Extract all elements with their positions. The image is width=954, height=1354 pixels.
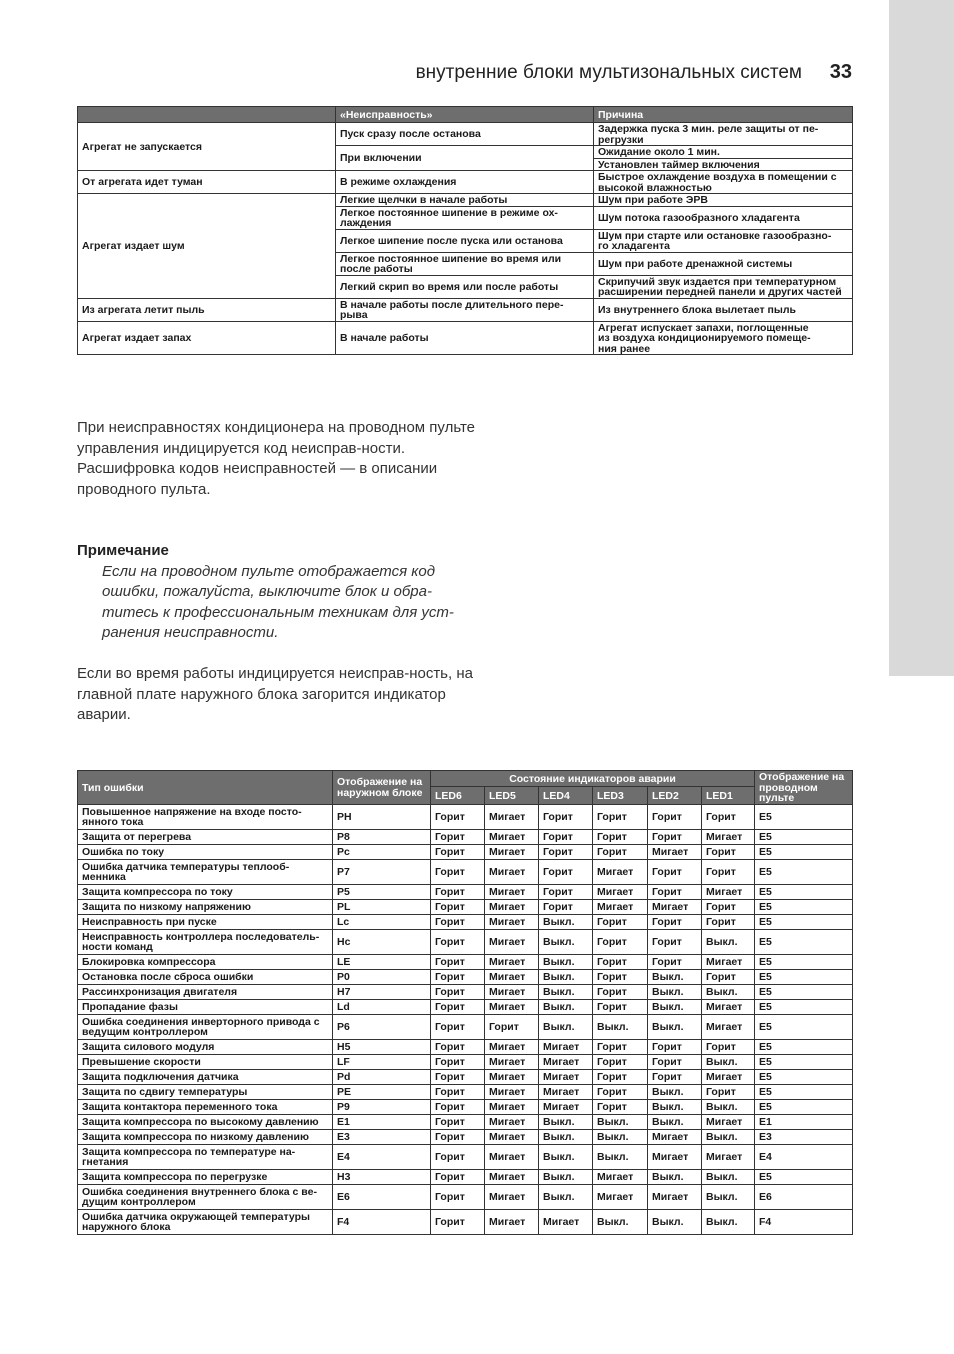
led5-state-cell: Мигает [485, 1099, 539, 1114]
cause-cell: Из внутреннего блока вылетает пыль [594, 298, 853, 321]
led2-state-cell: Мигает [648, 844, 702, 859]
led6-state-cell: Горит [431, 899, 485, 914]
led4-state-cell: Горит [539, 844, 593, 859]
led4-state-cell: Выкл. [539, 984, 593, 999]
led4-state-cell: Мигает [539, 1054, 593, 1069]
outdoor-code-cell: PE [333, 1084, 431, 1099]
led4-state-cell: Горит [539, 859, 593, 884]
wired-code-cell: E5 [755, 844, 853, 859]
error-type-cell: Пропадание фазы [78, 999, 333, 1014]
error-type-cell: Ошибка датчика окружающей температуры наружного блока [78, 1209, 333, 1234]
led5-state-cell: Мигает [485, 844, 539, 859]
led5-state-cell: Мигает [485, 984, 539, 999]
led1-state-cell: Мигает [702, 954, 755, 969]
wired-code-cell: E5 [755, 829, 853, 844]
outdoor-code-cell: H3 [333, 1169, 431, 1184]
led6-state-cell: Горит [431, 884, 485, 899]
led5-state-cell: Мигает [485, 954, 539, 969]
led5-state-cell: Мигает [485, 999, 539, 1014]
led5-state-cell: Мигает [485, 1184, 539, 1209]
led1-state-cell: Выкл. [702, 929, 755, 954]
error-type-cell: Защита контактора переменного тока [78, 1099, 333, 1114]
led1-state-cell: Выкл. [702, 1209, 755, 1234]
led3-state-cell: Горит [593, 1069, 648, 1084]
led3-state-cell: Горит [593, 1054, 648, 1069]
led6-state-cell: Горит [431, 1084, 485, 1099]
led2-state-cell: Горит [648, 914, 702, 929]
led4-state-cell: Мигает [539, 1099, 593, 1114]
led4-state-cell: Выкл. [539, 969, 593, 984]
wired-code-cell: E5 [755, 984, 853, 999]
led2-state-cell: Мигает [648, 899, 702, 914]
error-table-row [78, 1014, 853, 1039]
paragraph-error-codes [77, 418, 477, 500]
led4-state-cell: Мигает [539, 1084, 593, 1099]
page-header [380, 58, 852, 92]
led3-state-cell: Горит [593, 914, 648, 929]
fault-cell: Легкие щелчки в начале работы [336, 194, 594, 207]
outdoor-code-cell: LF [333, 1054, 431, 1069]
led1-state-cell: Мигает [702, 1014, 755, 1039]
header-error-type: Тип ошибки [78, 771, 333, 805]
cause-cell: Шум при работе дренажной системы [594, 252, 853, 275]
led6-state-cell: Горит [431, 844, 485, 859]
paragraph-text: Если во время работы индицируется неисправ-ность, на главной плате наружного блока загорится индикатор аварии. [77, 665, 473, 723]
led2-state-cell: Выкл. [648, 999, 702, 1014]
error-table-row [78, 1084, 853, 1099]
led5-state-cell: Мигает [485, 1129, 539, 1144]
error-type-cell: Ошибка по току [78, 844, 333, 859]
wired-code-cell: E5 [755, 884, 853, 899]
led2-state-cell: Горит [648, 829, 702, 844]
error-table-row [78, 1039, 853, 1054]
outdoor-code-cell: P7 [333, 859, 431, 884]
led6-state-cell: Горит [431, 1039, 485, 1054]
header-blank [78, 107, 336, 123]
outdoor-code-cell: H7 [333, 984, 431, 999]
symptom-cell: Агрегат издает шум [78, 194, 336, 299]
led3-state-cell: Выкл. [593, 1129, 648, 1144]
led6-state-cell: Горит [431, 1129, 485, 1144]
fault-cell: В режиме охлаждения [336, 171, 594, 194]
led5-state-cell: Мигает [485, 1169, 539, 1184]
led2-state-cell: Выкл. [648, 1209, 702, 1234]
error-table-header-row-1 [78, 771, 853, 787]
led4-state-cell: Выкл. [539, 1114, 593, 1129]
led2-state-cell: Горит [648, 859, 702, 884]
fault-cell: Легкое шипение после пуска или останова [336, 229, 594, 252]
led5-state-cell: Мигает [485, 1069, 539, 1084]
led1-state-cell: Выкл. [702, 1129, 755, 1144]
error-type-cell: Рассинхронизация двигателя [78, 984, 333, 999]
note-body: Если на проводном пульте отображается код ошибки, пожалуйста, выключите блок и обра-титесь к профессиональным техникам для уст-ранения неисправности. [102, 562, 454, 641]
led6-state-cell: Горит [431, 1099, 485, 1114]
led1-state-cell: Горит [702, 1084, 755, 1099]
led3-state-cell: Выкл. [593, 1144, 648, 1169]
error-type-cell: Защита компрессора по перегрузке [78, 1169, 333, 1184]
note-block [77, 541, 477, 644]
outdoor-code-cell: P5 [333, 884, 431, 899]
led6-state-cell: Горит [431, 984, 485, 999]
led4-state-cell: Выкл. [539, 929, 593, 954]
led4-state-cell: Выкл. [539, 999, 593, 1014]
error-table-row [78, 884, 853, 899]
outdoor-code-cell: E4 [333, 1144, 431, 1169]
led4-state-cell: Выкл. [539, 1169, 593, 1184]
led1-state-cell: Выкл. [702, 1184, 755, 1209]
led6-state-cell: Горит [431, 859, 485, 884]
led3-state-cell: Горит [593, 1099, 648, 1114]
error-table-row [78, 929, 853, 954]
led1-state-cell: Мигает [702, 884, 755, 899]
led6-state-cell: Горит [431, 804, 485, 829]
led1-state-cell: Выкл. [702, 984, 755, 999]
header-led2: LED2 [648, 787, 702, 805]
wired-code-cell: E5 [755, 914, 853, 929]
header-led1: LED1 [702, 787, 755, 805]
led6-state-cell: Горит [431, 1144, 485, 1169]
led4-state-cell: Горит [539, 899, 593, 914]
outdoor-code-cell: PH [333, 804, 431, 829]
led5-state-cell: Мигает [485, 1209, 539, 1234]
wired-code-cell: E1 [755, 1114, 853, 1129]
error-table-row [78, 829, 853, 844]
led6-state-cell: Горит [431, 1169, 485, 1184]
error-type-cell: Повышенное напряжение на входе посто- янного тока [78, 804, 333, 829]
wired-code-cell: E5 [755, 929, 853, 954]
cause-cell: Агрегат испускает запахи, поглощенные из воздуха кондиционируемого помеще- ния ранее [594, 321, 853, 355]
led3-state-cell: Горит [593, 984, 648, 999]
page-title: внутренние блоки мультизональных систем [415, 62, 802, 83]
led2-state-cell: Выкл. [648, 1014, 702, 1039]
wired-code-cell: E5 [755, 1084, 853, 1099]
wired-code-cell: E5 [755, 1014, 853, 1039]
header-led-group: Состояние индикаторов аварии [431, 771, 755, 787]
led2-state-cell: Мигает [648, 1144, 702, 1169]
wired-code-cell: E5 [755, 999, 853, 1014]
led5-state-cell: Мигает [485, 859, 539, 884]
led3-state-cell: Мигает [593, 1169, 648, 1184]
error-table-row [78, 859, 853, 884]
led4-state-cell: Выкл. [539, 954, 593, 969]
error-type-cell: Ошибка датчика температуры теплооб- менника [78, 859, 333, 884]
led3-state-cell: Выкл. [593, 1114, 648, 1129]
paragraph-text: При неисправностях кондиционера на проводном пульте управления индицируется код неисправ-ности. Расшифровка кодов неисправностей — в описании проводного пульта. [77, 419, 476, 498]
error-type-cell: Неисправность при пуске [78, 914, 333, 929]
led6-state-cell: Горит [431, 1184, 485, 1209]
outdoor-code-cell: Pc [333, 844, 431, 859]
cause-cell: Быстрое охлаждение воздуха в помещении с высокой влажностью [594, 171, 853, 194]
fault-cell: Легкое постоянное шипение во время или после работы [336, 252, 594, 275]
page-number: 33 [829, 61, 852, 83]
wired-code-cell: E6 [755, 1184, 853, 1209]
fault-table-row [78, 123, 853, 146]
wired-code-cell: E3 [755, 1129, 853, 1144]
led3-state-cell: Мигает [593, 859, 648, 884]
led5-state-cell: Мигает [485, 914, 539, 929]
outdoor-code-cell: P0 [333, 969, 431, 984]
wired-code-cell: E5 [755, 1099, 853, 1114]
led2-state-cell: Выкл. [648, 1169, 702, 1184]
led4-state-cell: Мигает [539, 1039, 593, 1054]
led3-state-cell: Горит [593, 1084, 648, 1099]
side-tab [889, 0, 954, 676]
led6-state-cell: Горит [431, 1054, 485, 1069]
wired-code-cell: E5 [755, 1039, 853, 1054]
outdoor-code-cell: LE [333, 954, 431, 969]
wired-code-cell: E5 [755, 859, 853, 884]
led5-state-cell: Мигает [485, 929, 539, 954]
led2-state-cell: Горит [648, 929, 702, 954]
outdoor-code-cell: PL [333, 899, 431, 914]
wired-code-cell: E5 [755, 954, 853, 969]
led6-state-cell: Горит [431, 999, 485, 1014]
led1-state-cell: Выкл. [702, 1169, 755, 1184]
error-table-row [78, 984, 853, 999]
error-type-cell: Защита компрессора по температуре на- гнетания [78, 1144, 333, 1169]
header-led3: LED3 [593, 787, 648, 805]
led2-state-cell: Горит [648, 804, 702, 829]
fault-table-row [78, 321, 853, 355]
led4-state-cell: Горит [539, 804, 593, 829]
led3-state-cell: Горит [593, 999, 648, 1014]
fault-cell: Легкое постоянное шипение в режиме ох- лаждения [336, 206, 594, 229]
error-table-row [78, 844, 853, 859]
led6-state-cell: Горит [431, 954, 485, 969]
header-outdoor-display: Отображение на наружном блоке [333, 771, 431, 805]
outdoor-code-cell: P9 [333, 1099, 431, 1114]
fault-cell: При включении [336, 146, 594, 171]
led2-state-cell: Горит [648, 1069, 702, 1084]
led2-state-cell: Мигает [648, 1129, 702, 1144]
error-table-row [78, 899, 853, 914]
led1-state-cell: Горит [702, 969, 755, 984]
led4-state-cell: Горит [539, 884, 593, 899]
led2-state-cell: Выкл. [648, 1099, 702, 1114]
error-table-row [78, 1144, 853, 1169]
led4-state-cell: Мигает [539, 1209, 593, 1234]
fault-table-row [78, 194, 853, 207]
wired-code-cell: E5 [755, 1169, 853, 1184]
error-type-cell: Ошибка соединения внутреннего блока с ве- дущим контроллером [78, 1184, 333, 1209]
led2-state-cell: Горит [648, 1039, 702, 1054]
fault-cell: Пуск сразу после останова [336, 123, 594, 146]
symptom-cell: Из агрегата летит пыль [78, 298, 336, 321]
error-table-row [78, 954, 853, 969]
outdoor-code-cell: Ld [333, 999, 431, 1014]
header-led5: LED5 [485, 787, 539, 805]
error-type-cell: Защита подключения датчика [78, 1069, 333, 1084]
led2-state-cell: Выкл. [648, 1084, 702, 1099]
fault-cell: В начале работы [336, 321, 594, 355]
led1-state-cell: Горит [702, 899, 755, 914]
error-table-row [78, 804, 853, 829]
error-type-cell: Остановка после сброса ошибки [78, 969, 333, 984]
led5-state-cell: Мигает [485, 1144, 539, 1169]
symptom-cell: От агрегата идет туман [78, 171, 336, 194]
led1-state-cell: Горит [702, 914, 755, 929]
outdoor-code-cell: P8 [333, 829, 431, 844]
outdoor-code-cell: E6 [333, 1184, 431, 1209]
led1-state-cell: Выкл. [702, 1099, 755, 1114]
led3-state-cell: Горит [593, 1039, 648, 1054]
error-type-cell: Ошибка соединения инверторного привода с ведущим контроллером [78, 1014, 333, 1039]
led6-state-cell: Горит [431, 829, 485, 844]
wired-code-cell: E5 [755, 1054, 853, 1069]
led4-state-cell: Выкл. [539, 914, 593, 929]
led6-state-cell: Горит [431, 929, 485, 954]
led4-state-cell: Выкл. [539, 1144, 593, 1169]
led3-state-cell: Горит [593, 844, 648, 859]
fault-cell: В начале работы после длительного пере- рыва [336, 298, 594, 321]
led3-state-cell: Горит [593, 954, 648, 969]
error-table-row [78, 1054, 853, 1069]
led2-state-cell: Горит [648, 954, 702, 969]
outdoor-code-cell: Hc [333, 929, 431, 954]
led1-state-cell: Горит [702, 804, 755, 829]
error-type-cell: Защита компрессора по току [78, 884, 333, 899]
led3-state-cell: Мигает [593, 1184, 648, 1209]
led1-state-cell: Мигает [702, 999, 755, 1014]
error-type-cell: Блокировка компрессора [78, 954, 333, 969]
error-table-row [78, 1114, 853, 1129]
paragraph-alarm-indicator [77, 664, 477, 726]
led6-state-cell: Горит [431, 1014, 485, 1039]
led1-state-cell: Мигает [702, 829, 755, 844]
outdoor-code-cell: H5 [333, 1039, 431, 1054]
led2-state-cell: Выкл. [648, 969, 702, 984]
wired-code-cell: E5 [755, 899, 853, 914]
symptom-cell: Агрегат издает запах [78, 321, 336, 355]
led5-state-cell: Мигает [485, 804, 539, 829]
led1-state-cell: Горит [702, 1039, 755, 1054]
error-table-row [78, 1099, 853, 1114]
error-type-cell: Защита по низкому напряжению [78, 899, 333, 914]
error-type-cell: Защита по сдвигу температуры [78, 1084, 333, 1099]
led5-state-cell: Мигает [485, 1114, 539, 1129]
led2-state-cell: Выкл. [648, 984, 702, 999]
fault-table-header [78, 107, 853, 123]
error-table-row [78, 969, 853, 984]
led3-state-cell: Мигает [593, 884, 648, 899]
led3-state-cell: Выкл. [593, 1209, 648, 1234]
led3-state-cell: Выкл. [593, 1014, 648, 1039]
cause-cell: Шум потока газообразного хладагента [594, 206, 853, 229]
error-table-row [78, 1169, 853, 1184]
wired-code-cell: F4 [755, 1209, 853, 1234]
fault-table-row [78, 171, 853, 194]
led1-state-cell: Горит [702, 859, 755, 884]
symptom-cell: Агрегат не запускается [78, 123, 336, 171]
led5-state-cell: Мигает [485, 899, 539, 914]
led4-state-cell: Мигает [539, 1069, 593, 1084]
header-wired-display: Отображение на проводном пульте [755, 771, 853, 805]
error-table-row [78, 1129, 853, 1144]
wired-code-cell: E5 [755, 969, 853, 984]
fault-table-row [78, 298, 853, 321]
led1-state-cell: Мигает [702, 1114, 755, 1129]
led4-state-cell: Выкл. [539, 1129, 593, 1144]
led5-state-cell: Мигает [485, 829, 539, 844]
led1-state-cell: Горит [702, 844, 755, 859]
led5-state-cell: Мигает [485, 1054, 539, 1069]
error-type-cell: Защита компрессора по высокому давлению [78, 1114, 333, 1129]
led2-state-cell: Горит [648, 1054, 702, 1069]
outdoor-code-cell: E3 [333, 1129, 431, 1144]
cause-cell: Установлен таймер включения [594, 158, 853, 171]
header-led6: LED6 [431, 787, 485, 805]
led5-state-cell: Мигает [485, 884, 539, 899]
fault-cell: Легкий скрип во время или после работы [336, 275, 594, 298]
led4-state-cell: Выкл. [539, 1184, 593, 1209]
led6-state-cell: Горит [431, 969, 485, 984]
error-type-cell: Защита силового модуля [78, 1039, 333, 1054]
led3-state-cell: Горит [593, 929, 648, 954]
header-cause: Причина [594, 107, 853, 123]
led5-state-cell: Мигает [485, 1039, 539, 1054]
led4-state-cell: Выкл. [539, 1014, 593, 1039]
led1-state-cell: Мигает [702, 1069, 755, 1084]
led3-state-cell: Горит [593, 969, 648, 984]
led6-state-cell: Горит [431, 1069, 485, 1084]
error-table-row [78, 1184, 853, 1209]
led6-state-cell: Горит [431, 914, 485, 929]
error-table-row [78, 999, 853, 1014]
led2-state-cell: Выкл. [648, 1114, 702, 1129]
cause-cell: Ожидание около 1 мин. [594, 146, 853, 159]
error-table-row [78, 1069, 853, 1084]
error-code-table [77, 770, 853, 1235]
outdoor-code-cell: Lc [333, 914, 431, 929]
error-type-cell: Защита от перегрева [78, 829, 333, 844]
error-type-cell: Защита компрессора по низкому давлению [78, 1129, 333, 1144]
fault-table [77, 106, 853, 355]
led1-state-cell: Мигает [702, 1144, 755, 1169]
wired-code-cell: E5 [755, 804, 853, 829]
header-fault: «Неисправность» [336, 107, 594, 123]
led2-state-cell: Мигает [648, 1184, 702, 1209]
led6-state-cell: Горит [431, 1114, 485, 1129]
led6-state-cell: Горит [431, 1209, 485, 1234]
error-type-cell: Неисправность контроллера последователь- ности команд [78, 929, 333, 954]
outdoor-code-cell: F4 [333, 1209, 431, 1234]
led3-state-cell: Горит [593, 804, 648, 829]
header-led4: LED4 [539, 787, 593, 805]
led2-state-cell: Горит [648, 884, 702, 899]
error-table-row [78, 1209, 853, 1234]
led5-state-cell: Мигает [485, 969, 539, 984]
led5-state-cell: Горит [485, 1014, 539, 1039]
error-type-cell: Превышение скорости [78, 1054, 333, 1069]
wired-code-cell: E5 [755, 1069, 853, 1084]
error-table-row [78, 914, 853, 929]
cause-cell: Шум при работе ЭРВ [594, 194, 853, 207]
cause-cell: Скрипучий звук издается при температурном расширении передней панели и других частей [594, 275, 853, 298]
led3-state-cell: Горит [593, 829, 648, 844]
led1-state-cell: Выкл. [702, 1054, 755, 1069]
outdoor-code-cell: Pd [333, 1069, 431, 1084]
outdoor-code-cell: E1 [333, 1114, 431, 1129]
outdoor-code-cell: P6 [333, 1014, 431, 1039]
note-title: Примечание [77, 542, 169, 559]
cause-cell: Шум при старте или остановке газообразно- го хладагента [594, 229, 853, 252]
led5-state-cell: Мигает [485, 1084, 539, 1099]
wired-code-cell: E4 [755, 1144, 853, 1169]
cause-cell: Задержка пуска 3 мин. реле защиты от пе- регрузки [594, 123, 853, 146]
led4-state-cell: Горит [539, 829, 593, 844]
led3-state-cell: Мигает [593, 899, 648, 914]
